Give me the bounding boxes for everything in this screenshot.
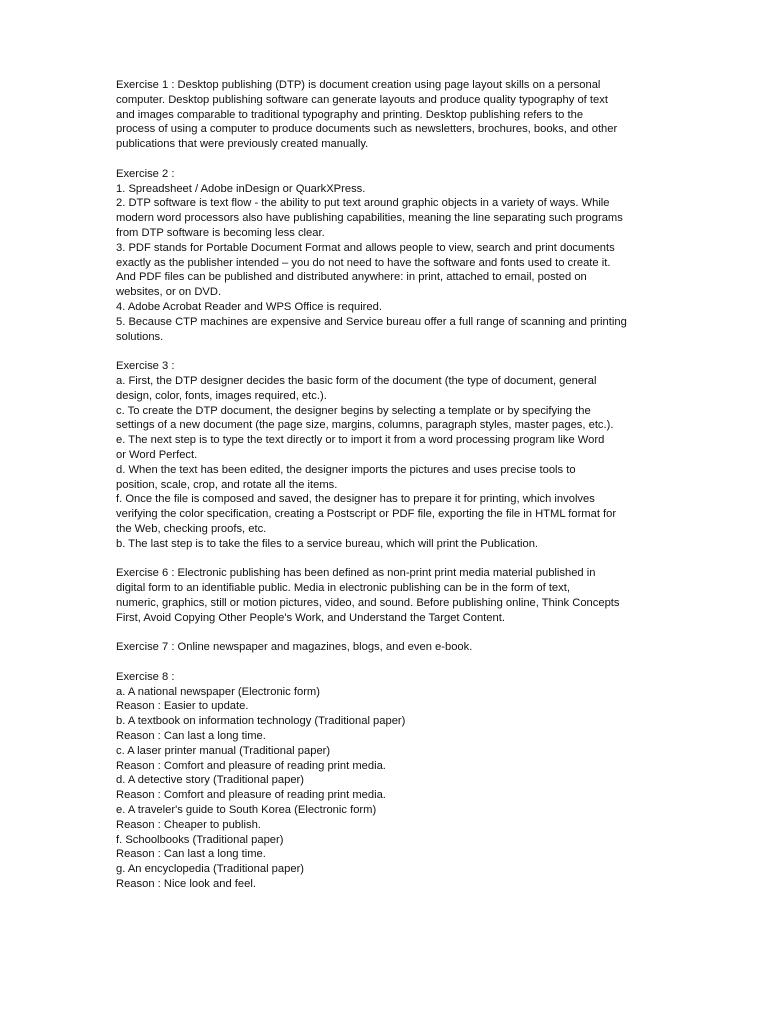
- text-line: settings of a new document (the page size, margins, columns, paragraph styles, master pages, etc.).: [116, 419, 614, 432]
- text-line: Reason : Comfort and pleasure of reading print media.: [116, 759, 386, 772]
- text-line: 4. Adobe Acrobat Reader and WPS Office is required.: [116, 300, 382, 313]
- text-line: Exercise 6 : Electronic publishing has been defined as non-print print media material published in: [116, 567, 596, 580]
- text-line: Reason : Can last a long time.: [116, 730, 266, 743]
- exercise-section: [116, 640, 652, 655]
- text-line: or Word Perfect.: [116, 448, 198, 461]
- document-page: [116, 78, 652, 907]
- text-line: Reason : Can last a long time.: [116, 848, 266, 861]
- text-line: e. The next step is to type the text directly or to import it from a word processing program like Word: [116, 434, 605, 447]
- text-line: a. First, the DTP designer decides the basic form of the document (the type of document, general: [116, 374, 597, 387]
- text-line: b. The last step is to take the files to a service bureau, which will print the Publication.: [116, 537, 539, 550]
- text-line: exactly as the publisher intended – you do not need to have the software and fonts used to create it.: [116, 256, 611, 269]
- text-line: And PDF files can be published and distributed anywhere: in print, attached to email, posted on: [116, 271, 587, 284]
- text-line: 2. DTP software is text flow - the ability to put text around graphic objects in a variety of ways. While: [116, 197, 610, 210]
- text-line: Reason : Nice look and feel.: [116, 878, 256, 891]
- text-line: verifying the color specification, creating a Postscript or PDF file, exporting the file in HTML format for: [116, 508, 617, 521]
- text-line: 5. Because CTP machines are expensive and Service bureau offer a full range of scanning and printing: [116, 315, 627, 328]
- text-line: publications that were previously created manually.: [116, 138, 369, 151]
- text-line: Exercise 2 :: [116, 167, 175, 180]
- text-line: the Web, checking proofs, etc.: [116, 522, 267, 535]
- text-line: from DTP software is becoming less clear.: [116, 226, 325, 239]
- text-line: c. A laser printer manual (Traditional paper): [116, 744, 331, 757]
- text-line: d. When the text has been edited, the designer imports the pictures and uses precise tools to: [116, 463, 576, 476]
- exercise-section: [116, 670, 652, 892]
- text-line: Reason : Cheaper to publish.: [116, 818, 261, 831]
- text-line: Exercise 1 : Desktop publishing (DTP) is document creation using page layout skills on a personal: [116, 79, 601, 91]
- exercise-section: [116, 359, 652, 551]
- text-line: a. A national newspaper (Electronic form): [116, 685, 320, 698]
- text-line: b. A textbook on information technology (Traditional paper): [116, 715, 406, 728]
- exercise-section: [116, 167, 652, 345]
- text-line: Exercise 3 :: [116, 360, 175, 373]
- text-line: f. Once the file is composed and saved, the designer has to prepare it for printing, which involves: [116, 493, 595, 506]
- text-line: websites, or on DVD.: [116, 286, 222, 299]
- text-line: Exercise 7 : Online newspaper and magazines, blogs, and even e-book.: [116, 641, 473, 654]
- text-line: Exercise 8 :: [116, 670, 175, 683]
- text-line: numeric, graphics, still or motion pictures, video, and sound. Before publishing online, Think Concepts: [116, 596, 620, 609]
- text-line: First, Avoid Copying Other People's Work, and Understand the Target Content.: [116, 611, 505, 624]
- text-line: d. A detective story (Traditional paper): [116, 774, 305, 787]
- text-line: solutions.: [116, 330, 164, 343]
- text-line: modern word processors also have publishing capabilities, meaning the line separating such programs: [116, 212, 623, 225]
- text-line: position, scale, crop, and rotate all the items.: [116, 478, 338, 491]
- exercise-section: [116, 566, 652, 625]
- text-line: design, color, fonts, images required, etc.).: [116, 389, 327, 402]
- text-line: 3. PDF stands for Portable Document Format and allows people to view, search and print documents: [116, 241, 615, 254]
- text-line: 1. Spreadsheet / Adobe inDesign or QuarkXPress.: [116, 182, 366, 195]
- text-line: g. An encyclopedia (Traditional paper): [116, 863, 305, 876]
- text-line: c. To create the DTP document, the designer begins by selecting a template or by specifying the: [116, 404, 591, 417]
- text-line: Reason : Comfort and pleasure of reading print media.: [116, 789, 386, 802]
- text-line: computer. Desktop publishing software can generate layouts and produce quality typography of text: [116, 93, 608, 106]
- text-line: e. A traveler's guide to South Korea (Electronic form): [116, 804, 377, 817]
- text-line: and images comparable to traditional typography and printing. Desktop publishing refers to the: [116, 108, 584, 121]
- text-line: process of using a computer to produce documents such as newsletters, brochures, books, and other: [116, 123, 618, 136]
- exercise-section: [116, 78, 652, 152]
- text-line: Reason : Easier to update.: [116, 700, 249, 713]
- text-line: digital form to an identifiable public. Media in electronic publishing can be in the form of text,: [116, 582, 570, 595]
- text-line: f. Schoolbooks (Traditional paper): [116, 833, 284, 846]
